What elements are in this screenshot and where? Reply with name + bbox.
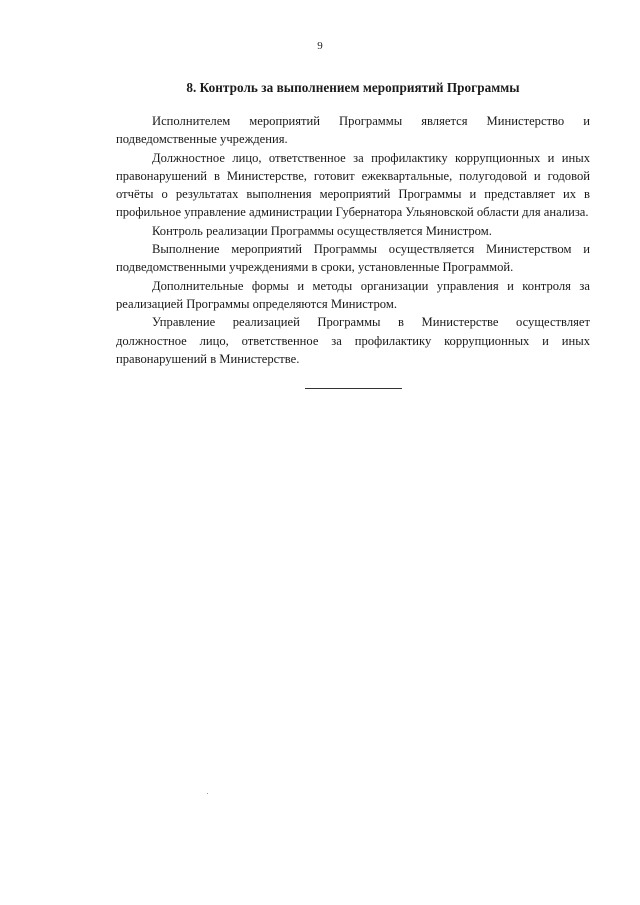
paragraph-responsible-official: Должностное лицо, ответственное за профилактику коррупционных и иных правонарушений в Министерстве, готовит ежеквартальные, полугодовой и годовой отчёты о результатах выполнения мероприятий Программы и представляет их в профильное управление администрации Губернатора Ульяновской области для анализа. <box>116 150 590 220</box>
paragraph-execution-deadlines: Выполнение мероприятий Программы осуществляется Министерством и подведомственными учреждениями в сроки, установленные Программой. <box>116 242 590 275</box>
paragraph-additional-methods: Дополнительные формы и методы организации управления и контроля за реализацией Программы определяются Министром. <box>116 278 590 311</box>
section-body <box>116 112 590 368</box>
paragraph-control-by-minister: Контроль реализации Программы осуществляется Министром. <box>152 223 492 238</box>
section-title: 8. Контроль за выполнением мероприятий Программы <box>186 80 520 95</box>
paragraph-management: Управление реализацией Программы в Министерстве осуществляет должностное лицо, ответственное за профилактику коррупционных и иных правонарушений в Министерстве. <box>116 315 590 366</box>
paragraph-executors: Исполнителем мероприятий Программы является Министерство и подведомственные учреждения. <box>116 114 590 147</box>
end-of-section-rule <box>305 388 402 389</box>
page-number: 9 <box>317 40 323 52</box>
scan-speck <box>207 793 208 794</box>
